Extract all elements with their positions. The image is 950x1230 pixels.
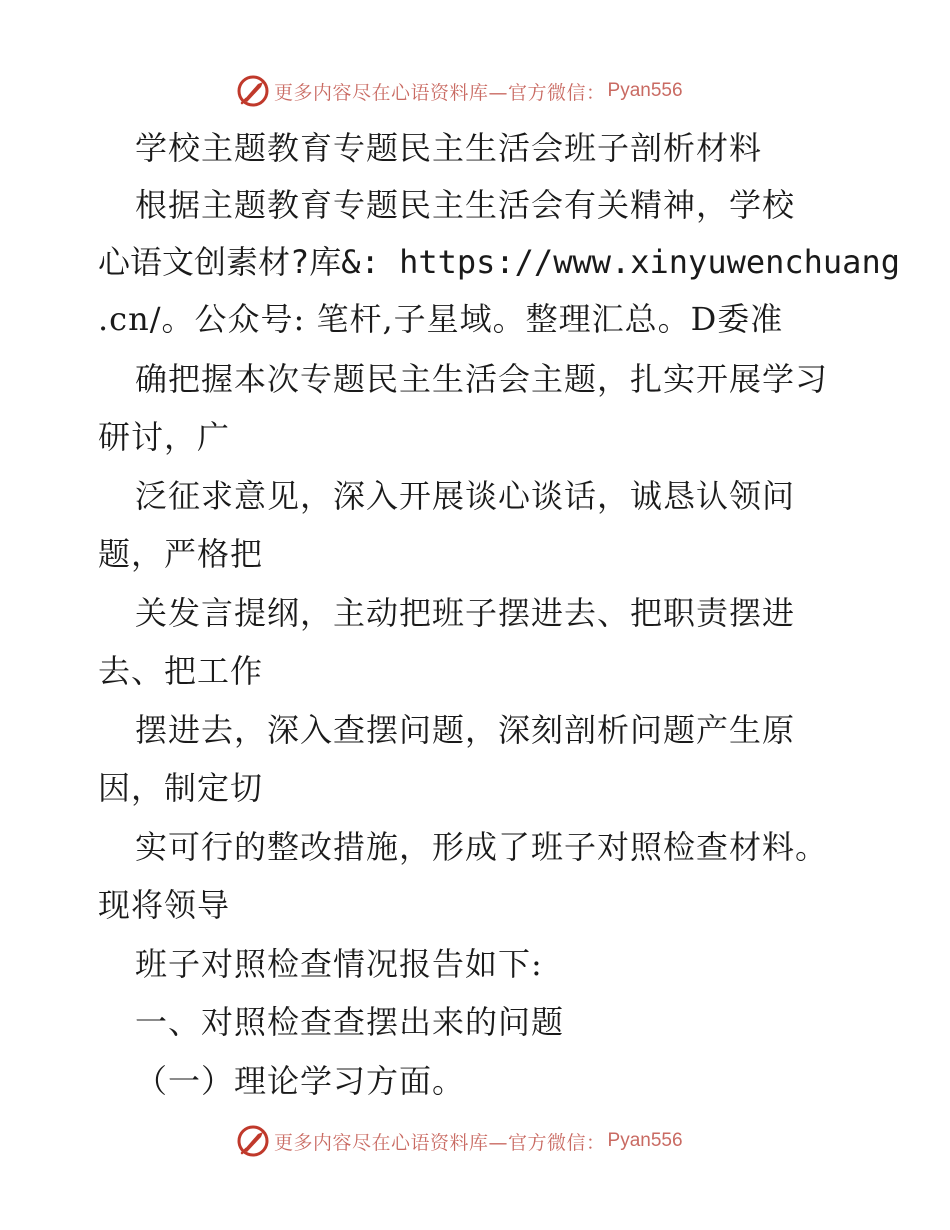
paragraph-line: 泛征求意见，深入开展谈心谈话，诚恳认领问 xyxy=(135,477,796,515)
paragraph-line: 研讨，广 xyxy=(98,418,231,456)
paragraph-line: 班子对照检查情况报告如下: xyxy=(135,945,543,983)
watermark-text: 更多内容尽在心语资料库—官方微信： xyxy=(274,1131,606,1154)
watermark-wechat-id: Pyan556 xyxy=(607,1130,683,1151)
quill-logo-icon xyxy=(236,1124,270,1158)
document-title: 学校主题教育专题民主生活会班子剖析材料 xyxy=(135,129,763,167)
paragraph-line: 因，制定切 xyxy=(98,769,264,807)
watermark-text: 更多内容尽在心语资料库—官方微信： xyxy=(274,81,606,104)
paragraph-line: 确把握本次专题民主生活会主题，扎实开展学习 xyxy=(135,360,829,398)
paragraph-line: .cn/。公众号: 笔杆,子星域。整理汇总。D委准 xyxy=(98,300,784,338)
paragraph-line: 现将领导 xyxy=(98,886,231,924)
section-heading: 一、对照检查查摆出来的问题 xyxy=(135,1003,565,1041)
paragraph-line: 摆进去，深入查摆问题，深刻剖析问题产生原 xyxy=(135,711,796,749)
watermark-wechat-id: Pyan556 xyxy=(607,80,683,101)
paragraph-line: 去、把工作 xyxy=(98,652,264,690)
paragraph-line: 关发言提纲，主动把班子摆进去、把职责摆进 xyxy=(135,594,796,632)
paragraph-line: 题，严格把 xyxy=(98,535,264,573)
paragraph-line: 心语文创素材?库&: https://www.xinyuwenchuang xyxy=(98,243,900,281)
subsection-heading: （一）理论学习方面。 xyxy=(135,1062,466,1100)
paragraph-line: 实可行的整改措施，形成了班子对照检查材料。 xyxy=(135,828,829,866)
paragraph-line: 根据主题教育专题民主生活会有关精神，学校 xyxy=(135,186,796,224)
footer-watermark xyxy=(236,1124,683,1158)
